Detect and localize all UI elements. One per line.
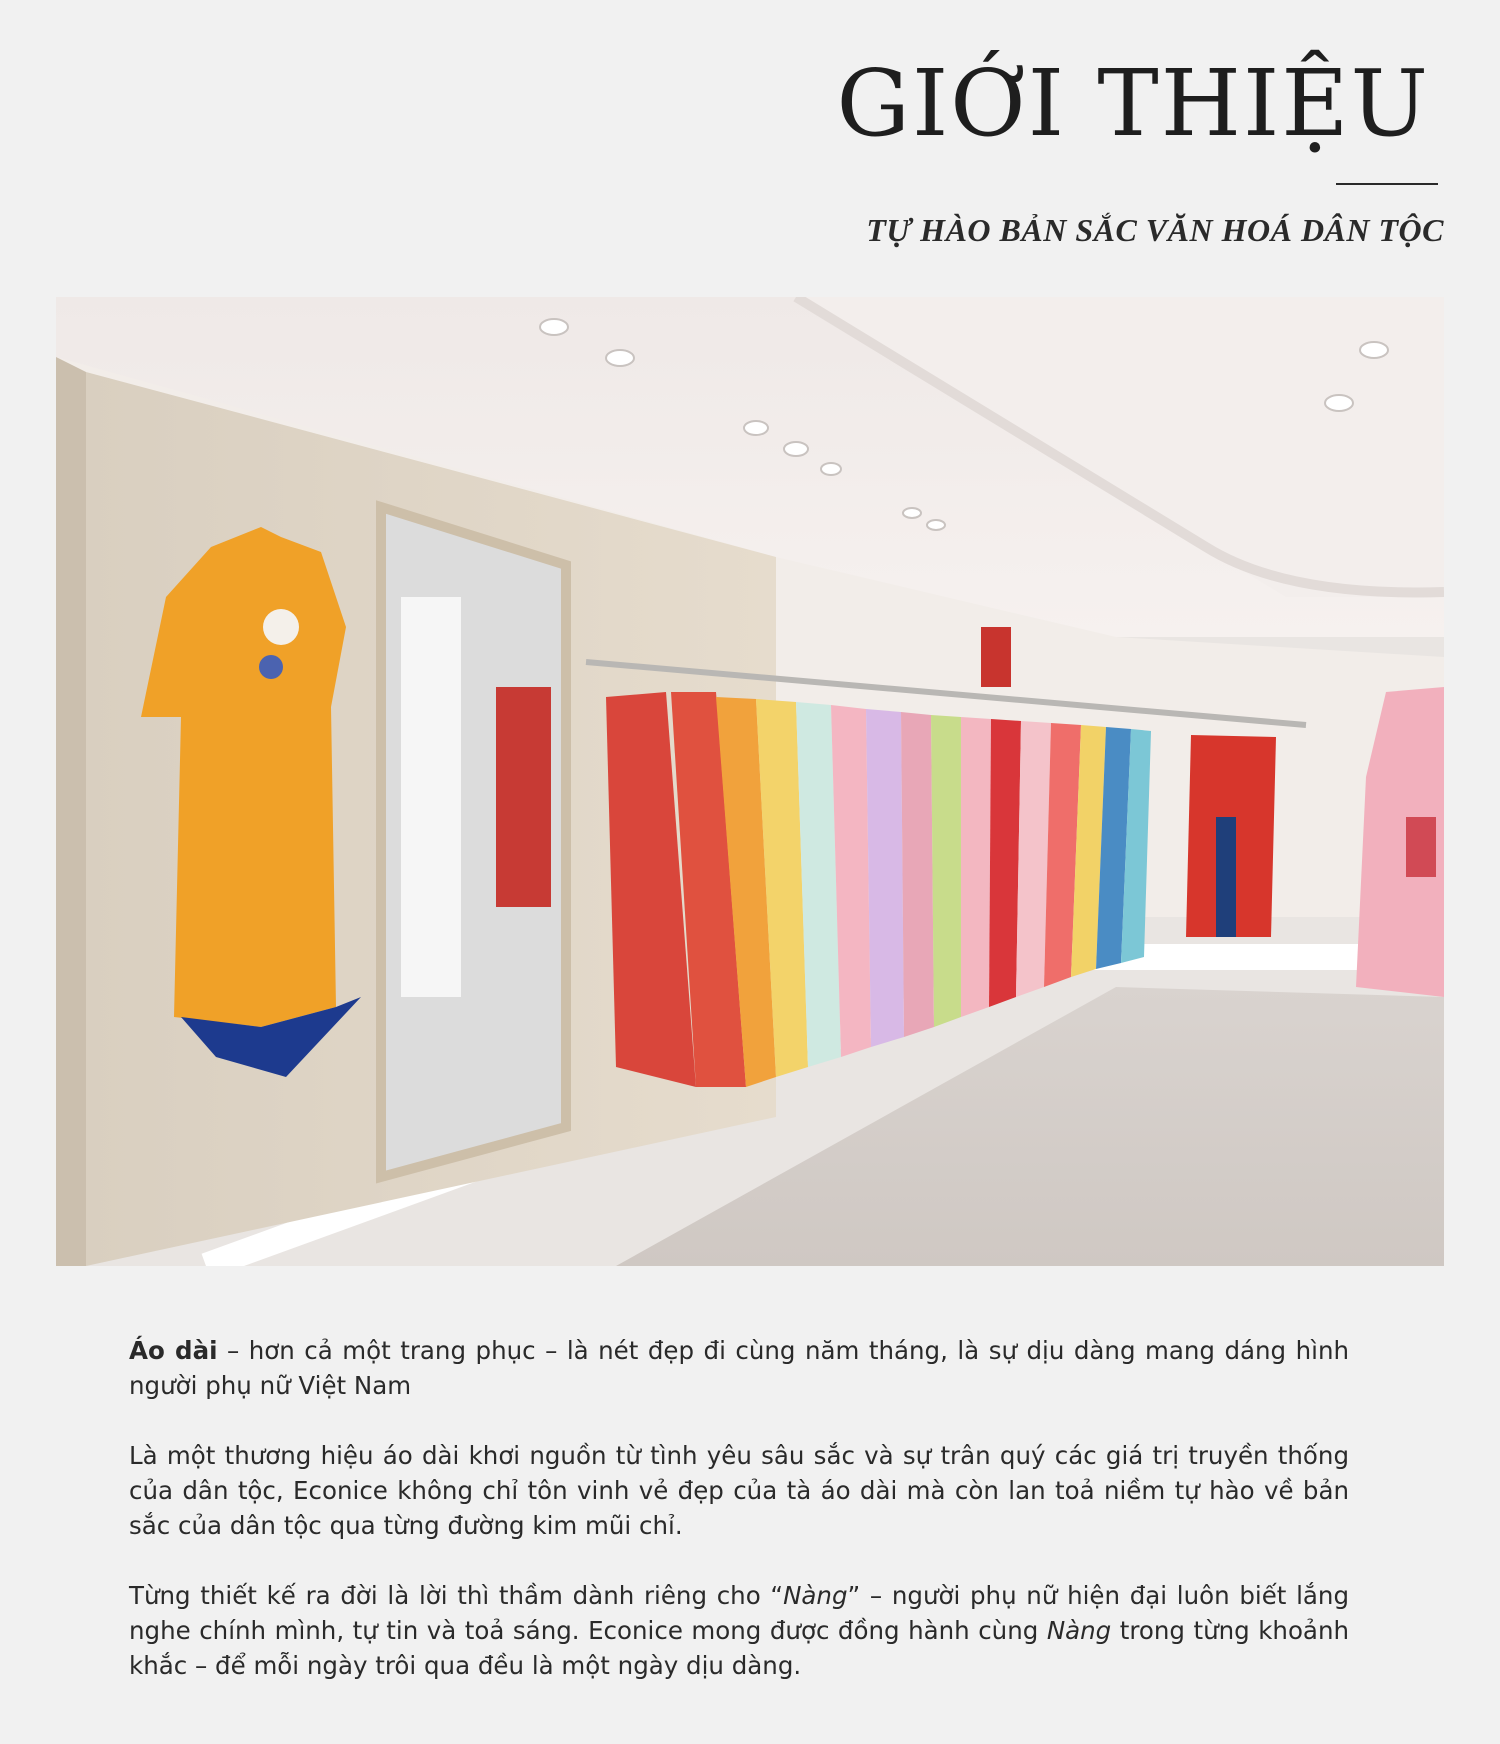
intro-p3-text-a: Từng thiết kế ra đời là lời thì thầm dành riêng cho “ [129, 1581, 784, 1610]
title-divider [1336, 183, 1438, 185]
intro-p3-text-c: trong từng khoảnh khắc – để mỗi ngày trôi qua đều là một ngày dịu dàng. [129, 1616, 1349, 1680]
intro-p1-text: – hơn cả một trang phục – là nét đẹp đi cùng năm tháng, là sự dịu dàng mang dáng hình người phụ nữ Việt Nam [129, 1336, 1350, 1400]
page-title: GIỚI THIỆU [836, 50, 1430, 157]
intro-paragraph-1 [129, 1333, 1349, 1403]
intro-p3-text-b: ” – người phụ nữ hiện đại luôn biết lắng nghe chính mình, tự tin và toả sáng. Econice mong được đồng hành cùng [129, 1581, 1349, 1645]
intro-paragraph-3 [129, 1578, 1349, 1683]
page-subtitle: TỰ HÀO BẢN SẮC VĂN HOÁ DÂN TỘC [866, 212, 1444, 248]
boutique-interior-image [56, 297, 1444, 1266]
intro-paragraph-2: Là một thương hiệu áo dài khơi nguồn từ tình yêu sâu sắc và sự trân quý các giá trị truyền thống của dân tộc, Econice không chỉ tôn vinh vẻ đẹp của tà áo dài mà còn lan toả niềm tự hào về bản sắc của dân tộc qua từng đường kim mũi chỉ. [129, 1441, 1349, 1540]
nang-italic: Nàng [783, 1581, 848, 1610]
intro-text [129, 1333, 1349, 1718]
nang-italic: Nàng [1046, 1616, 1112, 1645]
ao-dai-bold: Áo dài [129, 1336, 218, 1365]
